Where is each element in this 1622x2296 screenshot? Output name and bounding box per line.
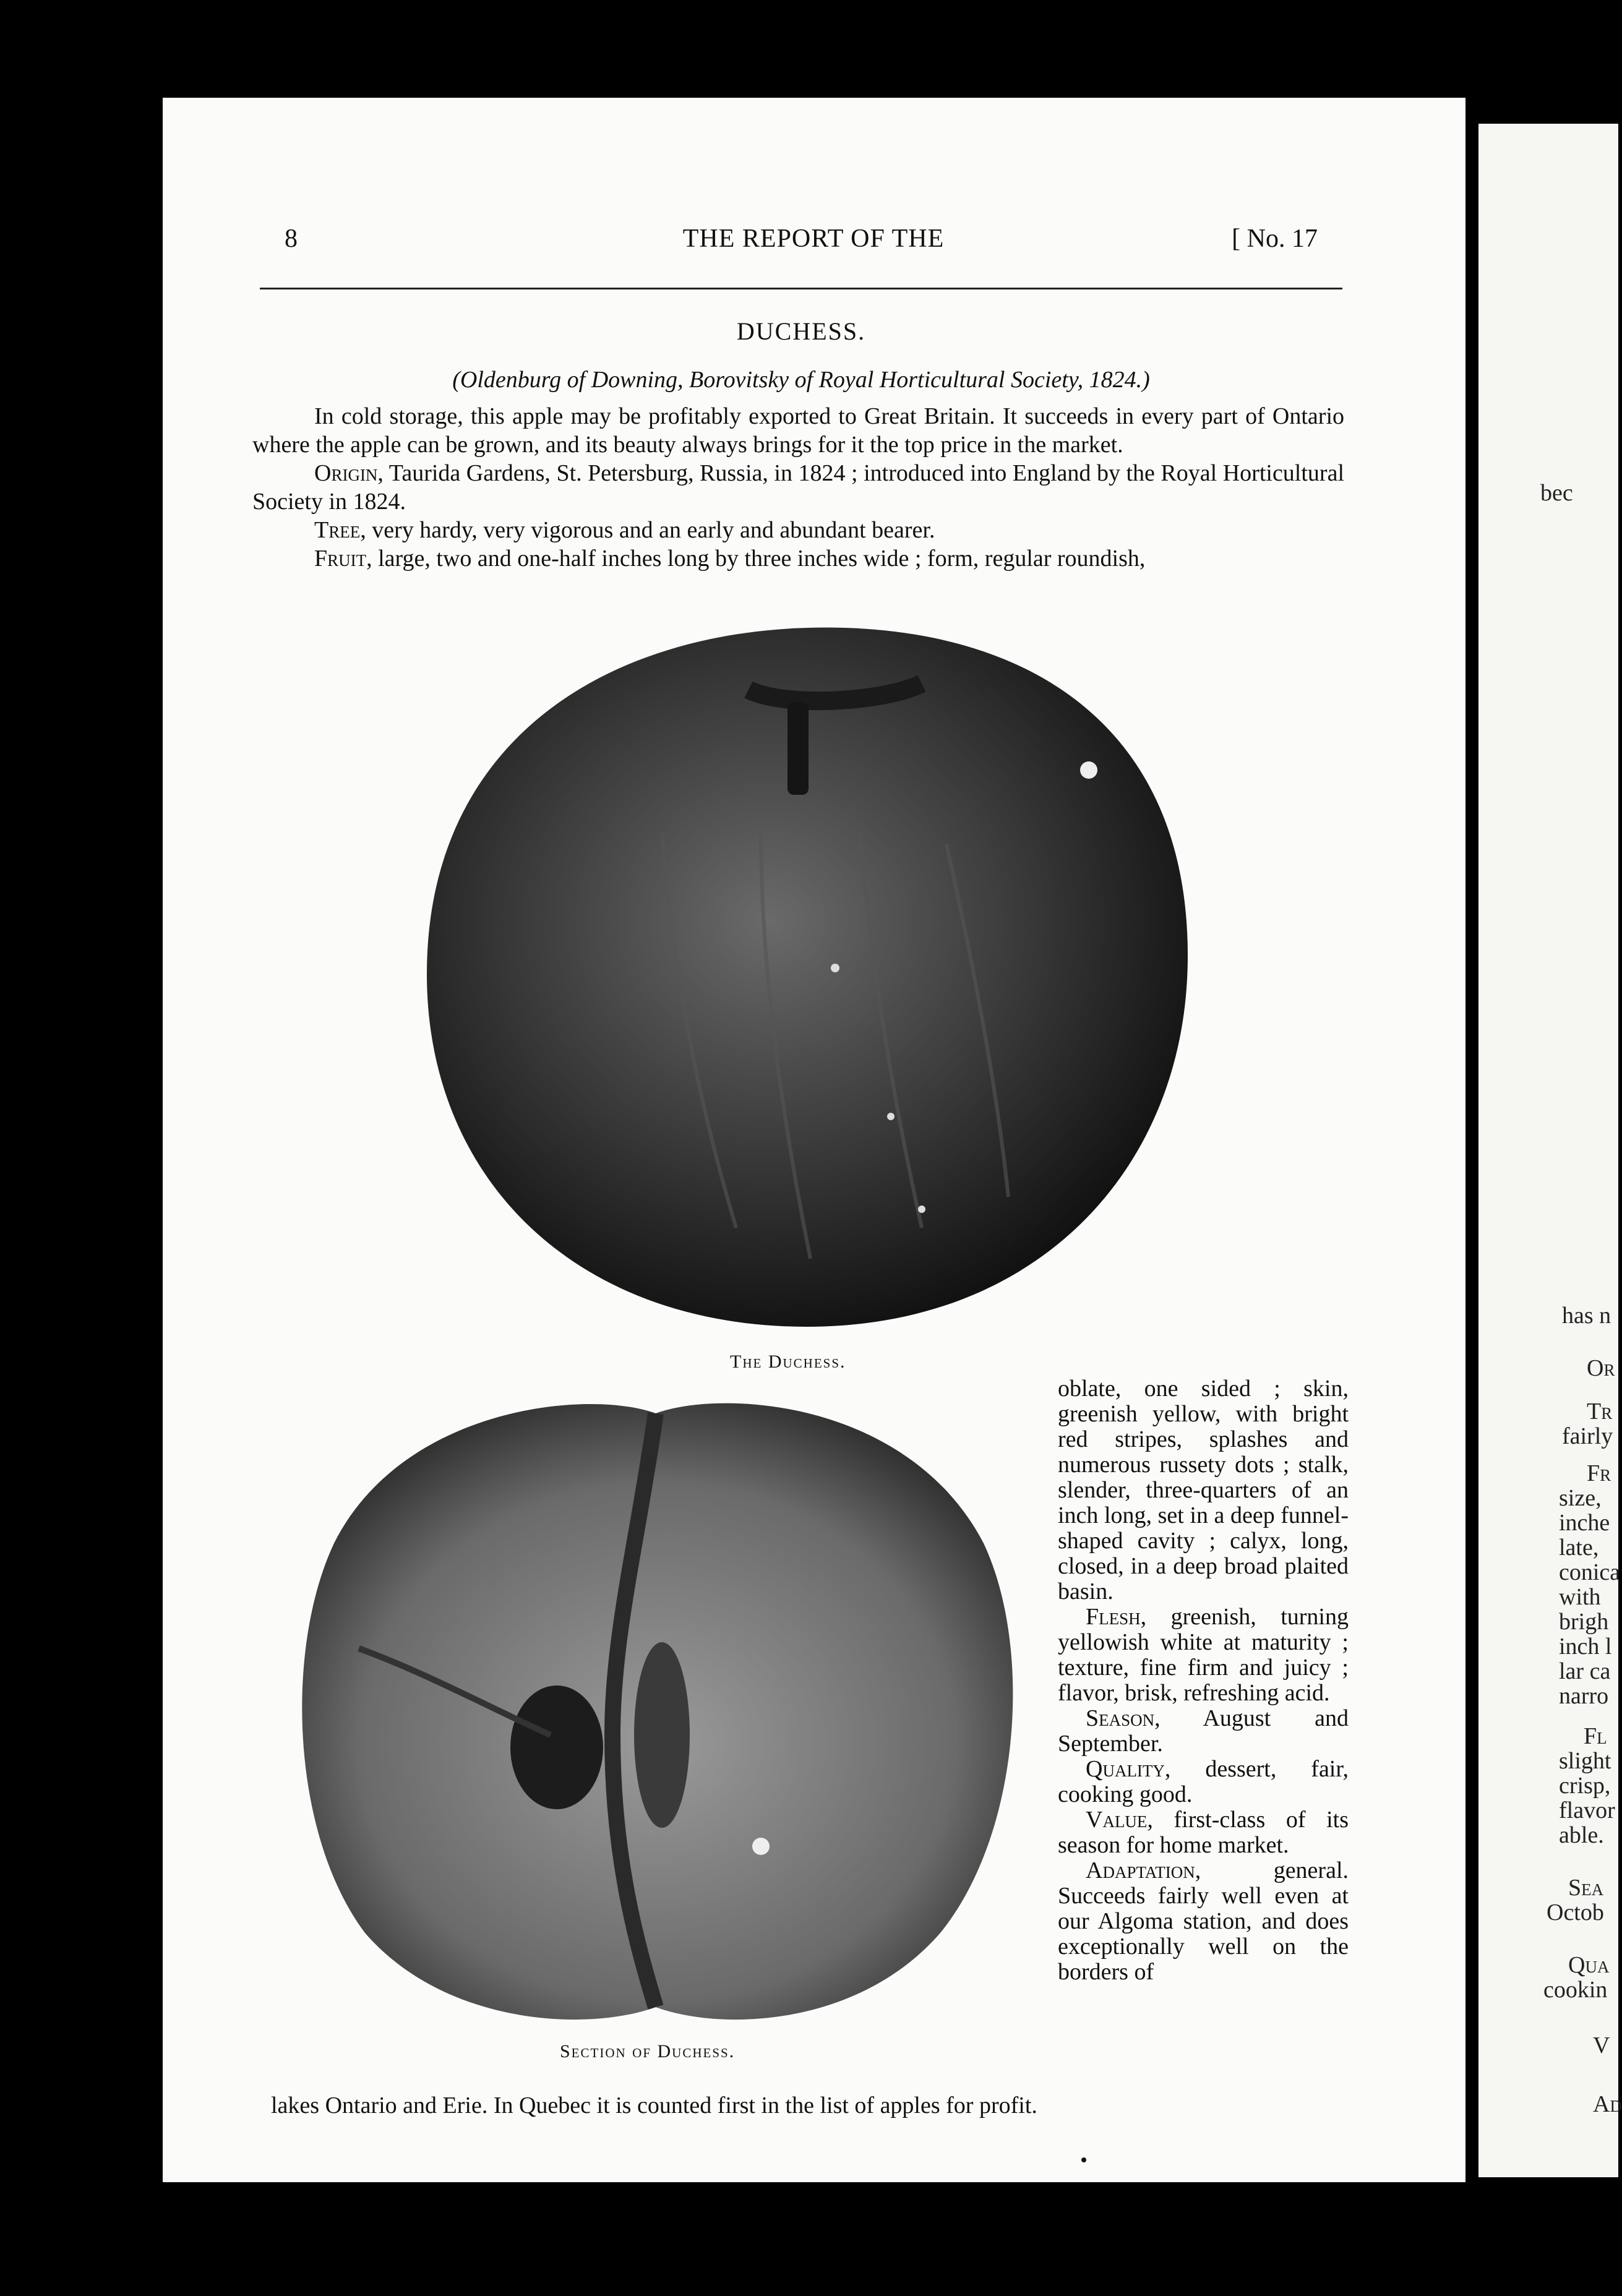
fruit-label: Fruit, [314, 546, 372, 572]
quality-paragraph [1058, 1757, 1349, 1807]
rp-fragment: Fl [1584, 1723, 1607, 1749]
side-column [1058, 1376, 1349, 1985]
rp-fragment: has n [1562, 1303, 1611, 1329]
adaptation-paragraph [1058, 1858, 1349, 1985]
tree-text: very hardy, very vigorous and an early and abundant bearer. [366, 517, 935, 543]
tree-label: Tree, [314, 517, 366, 543]
quality-label: Quality, [1086, 1756, 1171, 1782]
season-label: Season, [1086, 1705, 1161, 1731]
adaptation-text: general. Succeeds fairly well even at our Algoma station, and does exceptionally well on the borders of [1058, 1857, 1349, 1985]
rp-fragment: V [1593, 2033, 1610, 2058]
rp-fragment: Ad [1593, 2091, 1622, 2117]
rp-fragment: Tr [1587, 1399, 1613, 1424]
season-paragraph [1058, 1706, 1349, 1757]
quality-text: dessert, fair, cooking good. [1058, 1756, 1349, 1807]
rp-fragment: Sea [1568, 1875, 1604, 1901]
caption-whole: The Duchess. [730, 1351, 846, 1372]
adaptation-label: Adaptation, [1086, 1857, 1201, 1883]
rp-fragment: inch l [1559, 1634, 1612, 1660]
article-subtitle: (Oldenburg of Downing, Borovitsky of Royal Horticultural Society, 1824.) [452, 367, 1150, 393]
rp-fragment: lar ca [1559, 1658, 1611, 1684]
rp-fragment: Qua [1568, 1952, 1610, 1978]
rp-fragment: fairly [1562, 1423, 1613, 1449]
whole-apple-photo [414, 609, 1200, 1336]
article-body [252, 402, 1344, 573]
season-text: August and September. [1058, 1705, 1349, 1757]
rp-fragment: flavor [1559, 1797, 1615, 1823]
origin-label: Origin, [314, 460, 384, 486]
facing-page [1478, 124, 1622, 2177]
page-gutter [1465, 105, 1478, 2183]
rp-fragment: conica [1559, 1559, 1621, 1585]
issue-number: [ No. 17 [1232, 225, 1318, 253]
page-number: 8 [285, 225, 298, 253]
origin-text: Taurida Gardens, St. Petersburg, Russia, in 1824 ; introduced into England by the Royal Horticultural Society in 1824. [252, 460, 1344, 515]
rp-fragment: crisp, [1559, 1773, 1611, 1799]
rp-fragment: cookin [1543, 1977, 1608, 2003]
rp-fragment: inche [1559, 1510, 1610, 1536]
rp-fragment: Or [1587, 1355, 1615, 1381]
header-rule [260, 288, 1342, 289]
origin-paragraph [252, 459, 1344, 516]
rp-fragment: brigh [1559, 1609, 1609, 1635]
flesh-paragraph [1058, 1604, 1349, 1706]
value-label: Value, [1086, 1807, 1153, 1833]
rp-fragment: able. [1559, 1822, 1604, 1848]
running-header [285, 224, 1342, 261]
fruit-continuation: oblate, one sided ; skin, greenish yellow, with bright red stripes, splashes and numerous russety dots ; stalk, slender, three-quarters of an inch long, set in a deep funnel-shaped cavity ; calyx, long, closed, in a deep broad plaited basin. [1058, 1376, 1349, 1604]
rp-fragment: with [1559, 1584, 1601, 1610]
fruit-paragraph [252, 544, 1344, 573]
tree-paragraph [252, 516, 1344, 544]
flesh-label: Flesh, [1086, 1604, 1147, 1630]
fruit-text: large, two and one-half inches long by three inches wide ; form, regular roundish, [372, 546, 1146, 572]
article-title: DUCHESS. [736, 317, 866, 345]
value-paragraph [1058, 1807, 1349, 1858]
value-text: first-class of its season for home market. [1058, 1807, 1349, 1858]
rp-fragment: size, [1559, 1485, 1602, 1511]
rp-fragment: Fr [1587, 1460, 1611, 1486]
running-title: THE REPORT OF THE [682, 225, 945, 253]
rp-fragment: slight [1559, 1748, 1611, 1774]
caption-section: Section of Duchess. [560, 2041, 736, 2062]
closing-line: lakes Ontario and Erie. In Quebec it is counted first in the list of apples for profit. [271, 2093, 1037, 2118]
intro-paragraph: In cold storage, this apple may be profitably exported to Great Britain. It succeeds in every part of Ontario where the apple can be grown, and its beauty always brings for it the top price in the market. [252, 403, 1344, 458]
print-speck [1081, 2157, 1086, 2162]
rp-fragment: bec [1540, 480, 1573, 506]
apple-section-photo [291, 1389, 1018, 2032]
rp-fragment: late, [1559, 1535, 1599, 1561]
rp-fragment: narro [1559, 1683, 1609, 1709]
rp-fragment: Octob [1547, 1900, 1604, 1925]
flesh-text: greenish, turning yellowish white at maturity ; texture, fine firm and juicy ; flavor, brisk, refreshing acid. [1058, 1604, 1349, 1706]
